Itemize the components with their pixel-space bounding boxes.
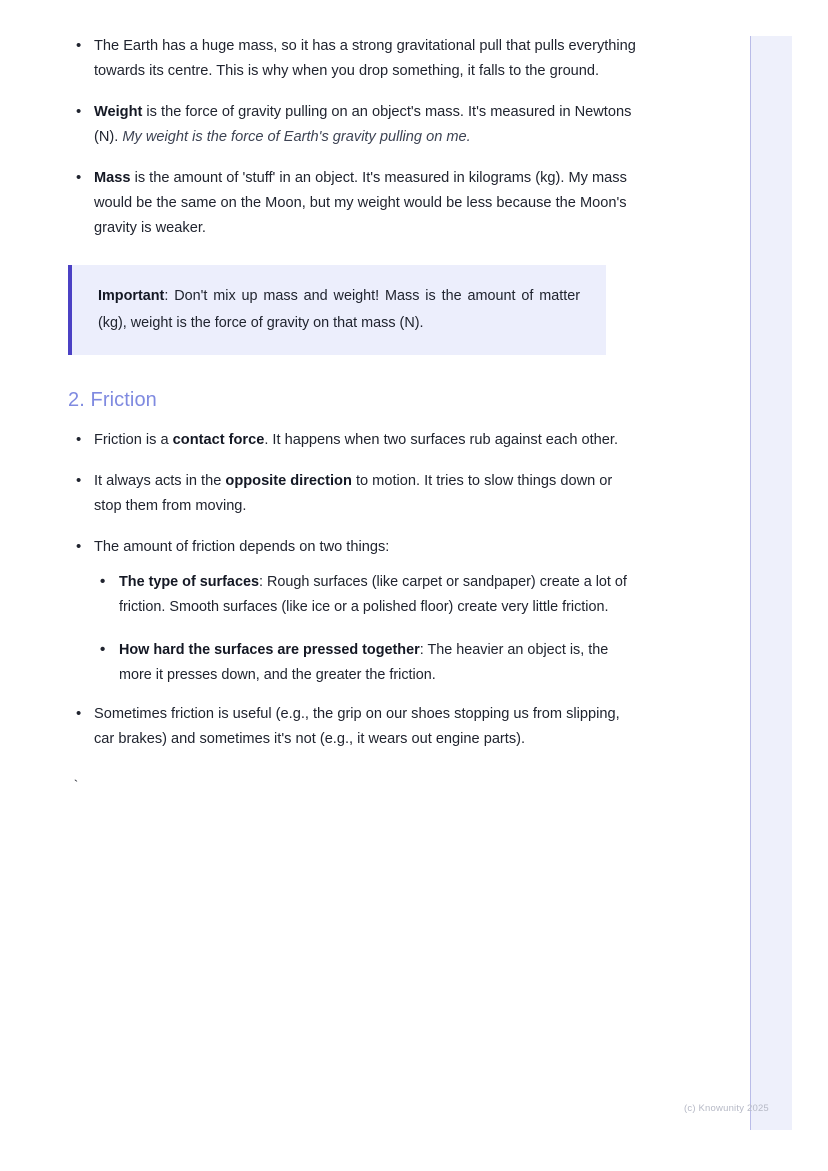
callout-text: : Don't mix up mass and weight! Mass is the amount of matter (kg), weight is the force of gravity on that mass (N). (98, 288, 580, 331)
page-side-panel (751, 36, 792, 1130)
list-item: • Mass is the amount of 'stuff' in an object. It's measured in kilograms (kg). My mass would be the same on the Moon, but my weight would be less because the Moon's gravity is weaker. (68, 166, 638, 241)
callout-label: Important (98, 288, 165, 304)
list-item: • Weight is the force of gravity pulling on an object's mass. It's measured in Newtons (N). My weight is the force of Earth's gravity pulling on me. (68, 100, 638, 150)
sub-bullet-list (94, 570, 638, 688)
bullet-list-gravity (68, 34, 638, 241)
stray-backtick: ` (72, 778, 80, 793)
bullet-list-friction (68, 428, 638, 752)
section-heading-friction: 2. Friction (68, 389, 157, 411)
depends-lead: The amount of friction depends on two things: (94, 539, 390, 555)
document-body (68, 34, 638, 793)
list-item: • Friction is a contact force. It happens when two surfaces rub against each other. (68, 428, 638, 453)
list-item: • Sometimes friction is useful (e.g., the grip on our shoes stopping us from slipping, car brakes) and sometimes it's not (e.g., it wears out engine parts). (68, 702, 638, 752)
page-footer-credit: (c) Knowunity 2025 (684, 1103, 769, 1114)
important-callout (68, 265, 606, 355)
list-item: • The Earth has a huge mass, so it has a strong gravitational pull that pulls everything towards its centre. This is why when you drop something, it falls to the ground. (68, 34, 638, 84)
list-item-depends (68, 535, 638, 688)
sub-list-item: • How hard the surfaces are pressed together: The heavier an object is, the more it presses down, and the greater the friction. (94, 638, 638, 688)
list-item: • It always acts in the opposite direction to motion. It tries to slow things down or stop them from moving. (68, 469, 638, 519)
sub-list-item: • The type of surfaces: Rough surfaces (like carpet or sandpaper) create a lot of friction. Smooth surfaces (like ice or a polished floor) create very little friction. (94, 570, 638, 620)
